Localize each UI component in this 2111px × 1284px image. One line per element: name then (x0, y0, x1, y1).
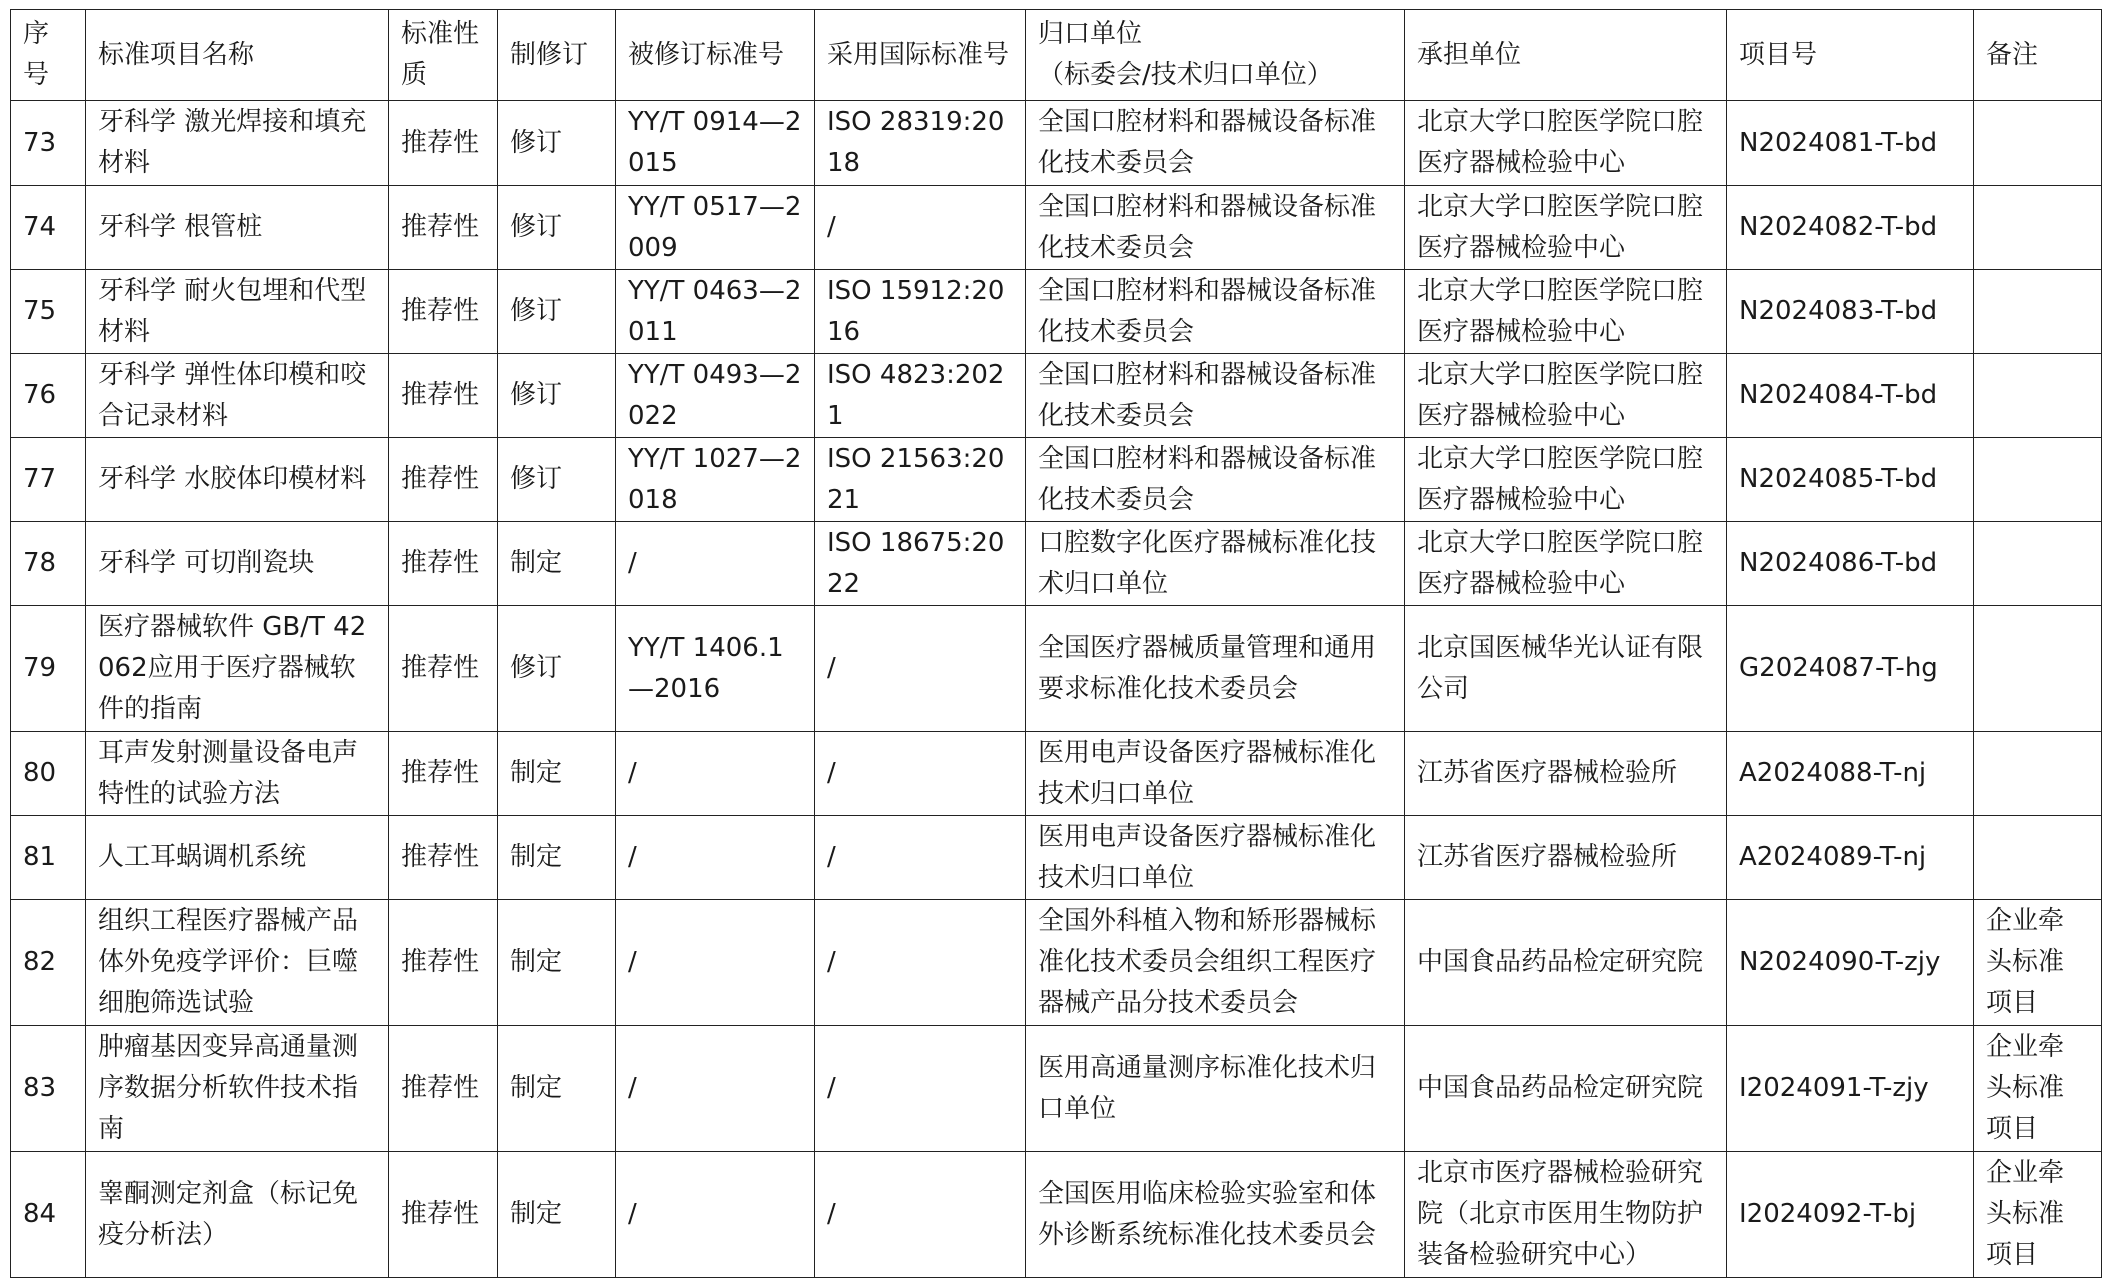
cell-remark (1974, 438, 2102, 522)
cell-intl-std: / (815, 900, 1026, 1026)
cell-revised-std: / (616, 1152, 815, 1278)
cell-name: 牙科学 根管桩 (86, 186, 389, 270)
header-nature: 标准性质 (389, 10, 498, 101)
header-name: 标准项目名称 (86, 10, 389, 101)
cell-project-no: N2024083-T-bd (1727, 270, 1974, 354)
cell-intl-std: / (815, 816, 1026, 900)
cell-no: 78 (11, 522, 86, 606)
cell-undertaker: 北京大学口腔医学院口腔医疗器械检验中心 (1405, 438, 1727, 522)
cell-project-no: N2024090-T-zjy (1727, 900, 1974, 1026)
cell-undertaker: 江苏省医疗器械检验所 (1405, 816, 1727, 900)
cell-revised-std: / (616, 816, 815, 900)
table-body (11, 101, 2102, 1278)
cell-revision: 制定 (498, 816, 616, 900)
cell-remark (1974, 186, 2102, 270)
header-unit-line2: （标委会/技术归口单位） (1038, 60, 1333, 90)
cell-name: 肿瘤基因变异高通量测序数据分析软件技术指南 (86, 1026, 389, 1152)
cell-no: 81 (11, 816, 86, 900)
cell-undertaker: 北京大学口腔医学院口腔医疗器械检验中心 (1405, 270, 1727, 354)
cell-intl-std: / (815, 186, 1026, 270)
cell-revision: 修订 (498, 101, 616, 186)
cell-unit: 全国医用临床检验实验室和体外诊断系统标准化技术委员会 (1026, 1152, 1405, 1278)
cell-revision: 修订 (498, 354, 616, 438)
header-project-no: 项目号 (1727, 10, 1974, 101)
table-row (11, 1152, 2102, 1278)
cell-project-no: G2024087-T-hg (1727, 606, 1974, 732)
cell-name: 人工耳蜗调机系统 (86, 816, 389, 900)
cell-nature: 推荐性 (389, 186, 498, 270)
cell-intl-std: / (815, 1152, 1026, 1278)
table-row (11, 900, 2102, 1026)
cell-name: 牙科学 可切削瓷块 (86, 522, 389, 606)
cell-undertaker: 北京大学口腔医学院口腔医疗器械检验中心 (1405, 354, 1727, 438)
cell-revised-std: / (616, 900, 815, 1026)
cell-revised-std: YY/T 0493—2022 (616, 354, 815, 438)
cell-no: 82 (11, 900, 86, 1026)
cell-unit: 医用高通量测序标准化技术归口单位 (1026, 1026, 1405, 1152)
cell-no: 76 (11, 354, 86, 438)
cell-no: 73 (11, 101, 86, 186)
cell-revised-std: / (616, 1026, 815, 1152)
table-row (11, 1026, 2102, 1152)
cell-project-no: N2024086-T-bd (1727, 522, 1974, 606)
cell-remark (1974, 522, 2102, 606)
cell-name: 耳声发射测量设备电声特性的试验方法 (86, 732, 389, 816)
cell-revision: 修订 (498, 270, 616, 354)
header-undertaker: 承担单位 (1405, 10, 1727, 101)
cell-revised-std: YY/T 0914—2015 (616, 101, 815, 186)
cell-no: 74 (11, 186, 86, 270)
cell-intl-std: / (815, 732, 1026, 816)
table-row (11, 101, 2102, 186)
cell-intl-std: / (815, 1026, 1026, 1152)
cell-remark (1974, 606, 2102, 732)
cell-undertaker: 北京大学口腔医学院口腔医疗器械检验中心 (1405, 522, 1727, 606)
cell-remark (1974, 354, 2102, 438)
cell-intl-std: ISO 28319:2018 (815, 101, 1026, 186)
cell-project-no: I2024092-T-bj (1727, 1152, 1974, 1278)
cell-nature: 推荐性 (389, 1026, 498, 1152)
cell-name: 牙科学 激光焊接和填充材料 (86, 101, 389, 186)
cell-revision: 修订 (498, 186, 616, 270)
cell-undertaker: 北京大学口腔医学院口腔医疗器械检验中心 (1405, 186, 1727, 270)
cell-intl-std: ISO 21563:2021 (815, 438, 1026, 522)
cell-unit: 全国外科植入物和矫形器械标准化技术委员会组织工程医疗器械产品分技术委员会 (1026, 900, 1405, 1026)
cell-unit: 全国口腔材料和器械设备标准化技术委员会 (1026, 101, 1405, 186)
cell-revised-std: YY/T 1406.1—2016 (616, 606, 815, 732)
cell-remark (1974, 816, 2102, 900)
cell-no: 79 (11, 606, 86, 732)
cell-unit: 全国口腔材料和器械设备标准化技术委员会 (1026, 354, 1405, 438)
cell-unit: 医用电声设备医疗器械标准化技术归口单位 (1026, 816, 1405, 900)
cell-nature: 推荐性 (389, 438, 498, 522)
table-row (11, 522, 2102, 606)
cell-revision: 制定 (498, 900, 616, 1026)
cell-name: 睾酮测定剂盒（标记免疫分析法） (86, 1152, 389, 1278)
cell-project-no: A2024088-T-nj (1727, 732, 1974, 816)
cell-no: 83 (11, 1026, 86, 1152)
cell-nature: 推荐性 (389, 732, 498, 816)
cell-project-no: A2024089-T-nj (1727, 816, 1974, 900)
cell-revised-std: YY/T 0463—2011 (616, 270, 815, 354)
cell-no: 75 (11, 270, 86, 354)
cell-unit: 全国口腔材料和器械设备标准化技术委员会 (1026, 438, 1405, 522)
cell-name: 牙科学 耐火包埋和代型材料 (86, 270, 389, 354)
cell-nature: 推荐性 (389, 522, 498, 606)
cell-project-no: I2024091-T-zjy (1727, 1026, 1974, 1152)
cell-undertaker: 中国食品药品检定研究院 (1405, 1026, 1727, 1152)
cell-remark: 企业牵头标准项目 (1974, 1026, 2102, 1152)
cell-unit: 全国医疗器械质量管理和通用要求标准化技术委员会 (1026, 606, 1405, 732)
cell-revision: 制定 (498, 1152, 616, 1278)
table-row (11, 186, 2102, 270)
table-row (11, 816, 2102, 900)
header-row (11, 10, 2102, 101)
table-row (11, 438, 2102, 522)
table-row (11, 354, 2102, 438)
cell-unit: 全国口腔材料和器械设备标准化技术委员会 (1026, 186, 1405, 270)
table-row (11, 732, 2102, 816)
cell-nature: 推荐性 (389, 606, 498, 732)
header-unit (1026, 10, 1405, 101)
cell-project-no: N2024084-T-bd (1727, 354, 1974, 438)
cell-revised-std: YY/T 0517—2009 (616, 186, 815, 270)
cell-undertaker: 北京国医械华光认证有限公司 (1405, 606, 1727, 732)
cell-nature: 推荐性 (389, 816, 498, 900)
cell-no: 84 (11, 1152, 86, 1278)
header-remark: 备注 (1974, 10, 2102, 101)
cell-no: 80 (11, 732, 86, 816)
cell-remark: 企业牵头标准项目 (1974, 1152, 2102, 1278)
cell-revised-std: / (616, 732, 815, 816)
cell-no: 77 (11, 438, 86, 522)
table-row (11, 606, 2102, 732)
cell-intl-std: ISO 18675:2022 (815, 522, 1026, 606)
cell-name: 牙科学 弹性体印模和咬合记录材料 (86, 354, 389, 438)
header-intl-std: 采用国际标准号 (815, 10, 1026, 101)
header-revision: 制修订 (498, 10, 616, 101)
cell-name: 医疗器械软件 GB/T 42062应用于医疗器械软件的指南 (86, 606, 389, 732)
cell-revision: 制定 (498, 1026, 616, 1152)
cell-revision: 修订 (498, 606, 616, 732)
cell-undertaker: 江苏省医疗器械检验所 (1405, 732, 1727, 816)
cell-undertaker: 北京市医疗器械检验研究院（北京市医用生物防护装备检验研究中心） (1405, 1152, 1727, 1278)
table-row (11, 270, 2102, 354)
cell-nature: 推荐性 (389, 101, 498, 186)
cell-remark (1974, 732, 2102, 816)
cell-nature: 推荐性 (389, 270, 498, 354)
cell-nature: 推荐性 (389, 900, 498, 1026)
cell-unit: 口腔数字化医疗器械标准化技术归口单位 (1026, 522, 1405, 606)
cell-remark (1974, 101, 2102, 186)
cell-remark: 企业牵头标准项目 (1974, 900, 2102, 1026)
header-revised-std: 被修订标准号 (616, 10, 815, 101)
cell-unit: 医用电声设备医疗器械标准化技术归口单位 (1026, 732, 1405, 816)
header-no: 序号 (11, 10, 86, 101)
cell-revision: 制定 (498, 732, 616, 816)
cell-revision: 制定 (498, 522, 616, 606)
cell-project-no: N2024085-T-bd (1727, 438, 1974, 522)
cell-nature: 推荐性 (389, 354, 498, 438)
cell-intl-std: ISO 15912:2016 (815, 270, 1026, 354)
cell-undertaker: 北京大学口腔医学院口腔医疗器械检验中心 (1405, 101, 1727, 186)
cell-nature: 推荐性 (389, 1152, 498, 1278)
cell-project-no: N2024081-T-bd (1727, 101, 1974, 186)
cell-revision: 修订 (498, 438, 616, 522)
cell-name: 组织工程医疗器械产品体外免疫学评价：巨噬细胞筛选试验 (86, 900, 389, 1026)
header-unit-line1: 归口单位 (1038, 19, 1143, 49)
cell-name: 牙科学 水胶体印模材料 (86, 438, 389, 522)
cell-revised-std: / (616, 522, 815, 606)
standards-table (10, 9, 2102, 1278)
cell-unit: 全国口腔材料和器械设备标准化技术委员会 (1026, 270, 1405, 354)
cell-intl-std: / (815, 606, 1026, 732)
cell-intl-std: ISO 4823:2021 (815, 354, 1026, 438)
cell-revised-std: YY/T 1027—2018 (616, 438, 815, 522)
cell-undertaker: 中国食品药品检定研究院 (1405, 900, 1727, 1026)
cell-remark (1974, 270, 2102, 354)
cell-project-no: N2024082-T-bd (1727, 186, 1974, 270)
